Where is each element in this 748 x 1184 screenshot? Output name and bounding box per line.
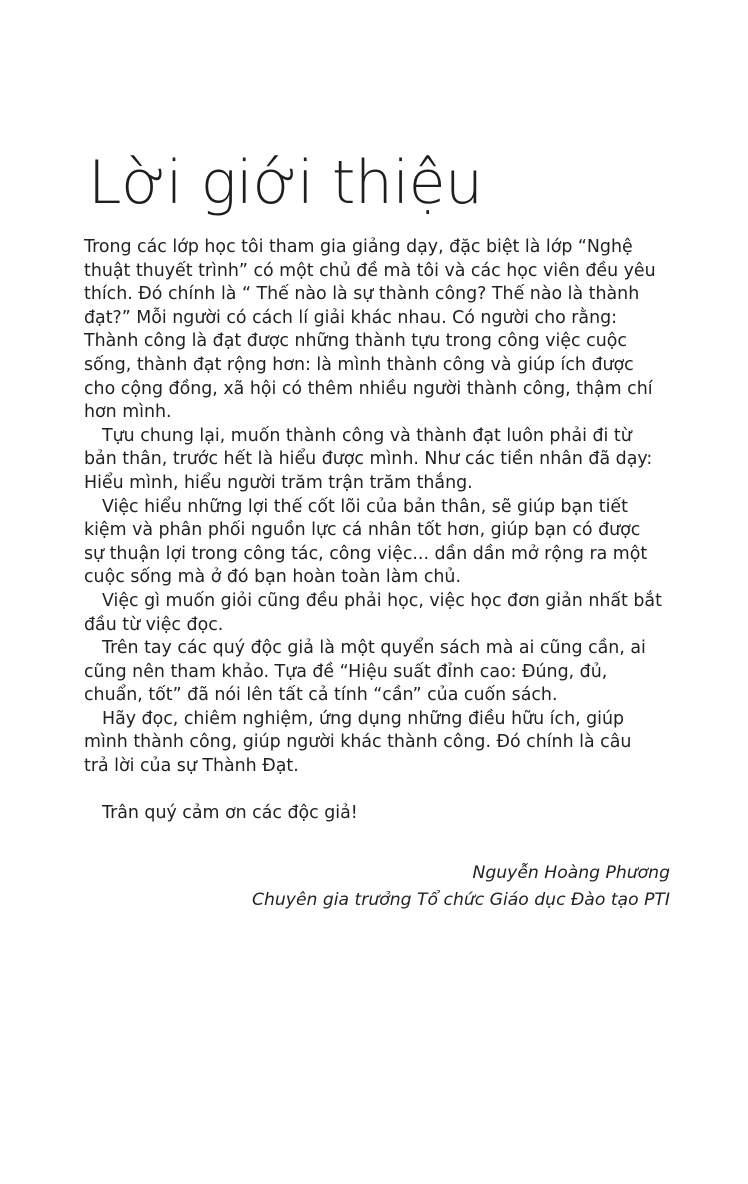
- paragraph: [84, 496, 684, 590]
- text-line: Việc hiểu những lợi thế cốt lõi của bản thân, sẽ giúp bạn tiết: [102, 496, 628, 517]
- text-line: cũng nên tham khảo. Tựa đề “Hiệu suất đỉnh cao: Đúng, đủ,: [84, 661, 608, 682]
- text-line: thuật thuyết trình” có một chủ đề mà tôi và các học viên đều yêu: [84, 260, 656, 281]
- text-line: cho cộng đồng, xã hội có thêm nhiều người thành công, thậm chí: [84, 378, 653, 399]
- text-line: đầu từ việc đọc.: [84, 614, 224, 635]
- text-line: Tựu chung lại, muốn thành công và thành đạt luôn phải đi từ: [102, 425, 632, 446]
- paragraph: [84, 708, 684, 779]
- text-line: Hiểu mình, hiểu người trăm trận trăm thắng.: [84, 472, 473, 493]
- text-line: kiệm và phân phối nguồn lực cá nhân tốt hơn, giúp bạn có được: [84, 520, 641, 541]
- text-line: sống, thành đạt rộng hơn: là mình thành công và giúp ích được: [84, 354, 634, 375]
- paragraph: [84, 637, 684, 708]
- page-title: Lời giới thiệu: [88, 148, 483, 218]
- text-line: Hãy đọc, chiêm nghiệm, ứng dụng những điều hữu ích, giúp: [102, 708, 625, 729]
- text-line: hơn mình.: [84, 402, 172, 423]
- text-line: Thành công là đạt được những thành tựu trong công việc cuộc: [84, 331, 627, 352]
- author-name: Nguyễn Hoàng Phương: [472, 863, 670, 883]
- author-role: Chuyên gia trưởng Tổ chức Giáo dục Đào tạo PTI: [251, 890, 670, 910]
- paragraph: [84, 425, 684, 496]
- signature-block: [252, 860, 670, 914]
- text-line: mình thành công, giúp người khác thành công. Đó chính là câu: [84, 732, 632, 753]
- text-line: sự thuận lợi trong công tác, công việc... dần dần mở rộng ra một: [84, 543, 648, 564]
- text-line: Trên tay các quý độc giả là một quyển sách mà ai cũng cần, ai: [102, 638, 646, 659]
- text-line: chuẩn, tốt” đã nói lên tất cả tính “cần” của cuốn sách.: [84, 685, 558, 706]
- text-line: Trong các lớp học tôi tham gia giảng dạy, đặc biệt là lớp “Nghệ: [84, 237, 633, 257]
- paragraph: [84, 590, 684, 637]
- closing-line: Trân quý cảm ơn các độc giả!: [102, 803, 358, 824]
- text-line: trả lời của sự Thành Đạt.: [84, 756, 299, 777]
- text-line: bản thân, trước hết là hiểu được mình. Như các tiền nhân đã dạy:: [84, 449, 653, 470]
- text-line: đạt?” Mỗi người có cách lí giải khác nhau. Có người cho rằng:: [84, 307, 617, 328]
- paragraph: [84, 236, 684, 425]
- text-line: cuộc sống mà ở đó bạn hoàn toàn làm chủ.: [84, 567, 461, 588]
- spacer: [84, 779, 684, 803]
- text-line: thích. Đó chính là “ Thế nào là sự thành công? Thế nào là thành: [84, 284, 640, 305]
- body-text: [84, 236, 684, 826]
- text-line: Việc gì muốn giỏi cũng đều phải học, việc học đơn giản nhất bắt: [102, 590, 662, 611]
